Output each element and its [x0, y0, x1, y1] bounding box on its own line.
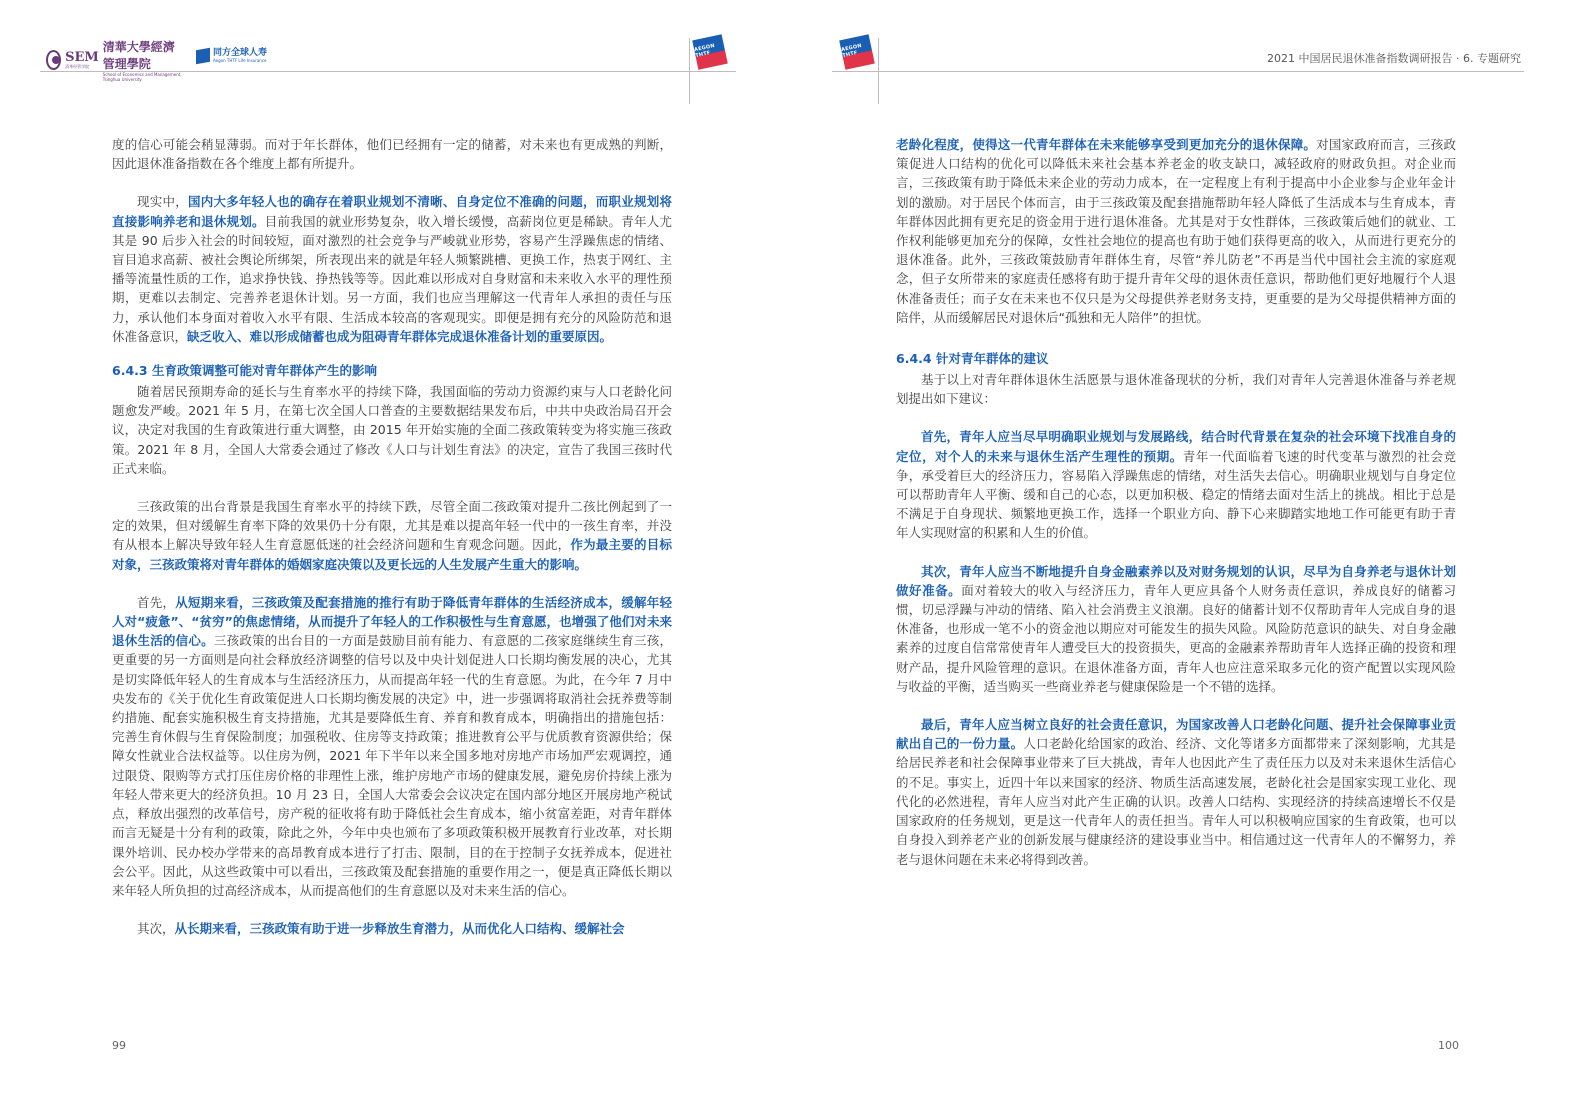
running-head: 2021 中国居民退休准备指数调研报告 · 6. 专题研究	[1267, 52, 1521, 65]
paragraph-left-4	[112, 497, 672, 574]
right-column	[896, 135, 1456, 869]
emphasis-text: 首先，青年人应当尽早明确职业规划与发展路线，结合时代背景在复杂的社会环境下找准自身的定位，对个人的未来与退休生活产生理性的预期。	[896, 429, 1456, 464]
page-number-left: 99	[112, 1039, 126, 1052]
sem-logo-text: SEM	[65, 49, 99, 65]
paragraph-left-6	[112, 919, 672, 938]
emphasis-text: 从短期来看，三孩政策及配套措施的推行有助于降低青年群体的生活经济成本，缓解年轻人对“疲惫”、“贫穷”的焦虑情绪，从而提升了年轻人的工作积极性与生育意愿，也增强了他们对未来退休生活的信心。	[112, 594, 672, 649]
paragraph-right-5	[896, 715, 1456, 869]
text: 首先，	[137, 594, 176, 610]
section-heading-643: 6.4.3 生育政策调整可能对青年群体产生的影响	[112, 363, 377, 379]
left-column	[112, 135, 672, 938]
aegon-thtf-logo	[196, 48, 267, 63]
emphasis-text: 最后，青年人应当树立良好的社会责任意识，为国家改善人口老龄化问题、提升社会保障事业贡献出自己的一份力量。	[896, 717, 1456, 752]
text: 对国家政府而言，三孩政策促进人口结构的优化可以降低未来社会基本养老金的收支缺口，减轻政府的财政负担。对企业而言，三孩政策有助于降低未来企业的劳动力成本，在一定程度上有利于提高中小企业参与企业年金计划的激励。对于居民个体而言，由于三孩政策及配套措施帮助年轻人降低了生活成本与生育成本，青年群体因此拥有更充足的资金用于进行退休准备。尤其是对于女性群体，三孩政策后她们的就业、工作权利能够更加充分的保障，女性社会地位的提高也有助于她们获得更高的收入，从而进行更充分的退休准备。此外，三孩政策鼓励青年群体生育，尽管“养儿防老”不再是当代中国社会主流的家庭观念，但子女所带来的家庭责任感将有助于提升青年父母的退休责任意识，帮助他们更好地履行个人退休准备责任；而子女在未来也不仅只是为父母提供养老财务支持，更重要的是为父母提供精神方面的陪伴，从而缓解居民对退休后“孤独和无人陪伴”的担忧。	[896, 137, 1456, 325]
text: 面对着较大的收入与经济压力，青年人更应具备个人财务责任意识，养成良好的储蓄习惯，切忌浮躁与冲动的情绪、陷入社会消费主义浪潮。良好的储蓄计划不仅帮助青年人完成自身的退休准备，也形成一笔不小的资金池以期应对可能发生的损失风险。风险防范意识的缺失、对自身金融素养的过度自信常常使青年人遭受巨大的投资损失，更高的金融素养帮助青年人选择正确的投资和理财产品，提升风险管理的意识。在退休准备方面，青年人也应注意采取多元化的资产配置以实现风险与收益的平衡，适当购买一些商业养老与健康保险是一个不错的选择。	[896, 582, 1456, 694]
header-rule-left	[40, 71, 736, 72]
flag-text-left: AEGON THTF	[693, 42, 716, 60]
sem-name-block	[103, 38, 186, 82]
aegon-mark-icon	[196, 47, 210, 63]
paragraph-left-3: 随着居民预期寿命的延长与生育率水平的持续下降，我国面临的劳动力资源约束与人口老龄化问题愈发严峻。2021 年 5 月，在第七次全国人口普查的主要数据结果发布后，中共中央政治局召开会议，决定对我国的生育政策进行重大调整，由 2015 年开始实施的全面二孩政策转变为将实施三孩政策。2021 年 8 月，全国人大常委会通过了修改《人口与计划生育法》的决定，宣告了我国三孩时代正式来临。	[112, 384, 672, 476]
flag-text-right: AEGON THTF	[840, 42, 863, 60]
header-vertical-rule-left	[689, 38, 690, 104]
emphasis-text: 缺乏收入、难以形成储蓄也成为阻碍青年群体完成退休准备计划的重要原因。	[187, 328, 613, 344]
emphasis-text: 从长期来看，三孩政策有助于进一步释放生育潜力，从而优化人口结构、缓解社会	[174, 921, 625, 937]
text: 人口老龄化给国家的政治、经济、文化等诸多方面都带来了深刻影响，尤其是给居民养老和社会保障事业带来了巨大挑战，青年人也因此产生了责任压力以及对未来退休生活信心的不足。事实上，近四十年以来国家的经济、物质生活高速发展，老龄化社会是国家实现工业化、现代化的必然进程，青年人应当对此产生正确的认识。改善人口结构、实现经济的持续高速增长不仅是国家政府的任务规划，更是这一代青年人的责任担当。青年人可以积极响应国家的生育政策，也可以自身投入到养老产业的创新发展与健康经济的建设事业当中。相信通过这一代青年人的不懈努力，养老与退休问题在未来必将得到改善。	[896, 736, 1456, 867]
tsinghua-sem-logo	[46, 40, 186, 82]
text: 现实中，	[137, 194, 188, 210]
header-vertical-rule-right	[878, 38, 879, 104]
aegon-logo-en: Aegon THTF Life Insurance	[213, 58, 267, 63]
sem-logo-en: School of Economics and Management, Tsinghua University	[102, 72, 182, 82]
emphasis-text: 老龄化程度，使得这一代青年群体在未来能够享受到更加充分的退休保障。	[896, 137, 1317, 152]
text: 目前我国的就业形势复杂，收入增长缓慢，高薪岗位更是稀缺。青年人尤其是 90 后步入社会的时间较短，面对激烈的社会竞争与严峻就业形势，容易产生浮躁焦虑的情绪、盲目追求高薪、被社会舆论所绑架，所表现出来的就是年轻人频繁跳槽、更换工作，热衷于网红、主播等流量性质的工作，追求挣快钱、挣热钱等等。因此难以形成对自身财富和未来收入水平的理性预期，更难以去制定、完善养老退休计划。另一方面，我们也应当理解这一代青年人承担的责任与压力，承认他们本身面对着收入水平有限、生活成本较高的客观现实。即便是拥有充分的风险防范和退休准备意识，	[112, 213, 672, 344]
header-rule-right	[832, 71, 1524, 72]
text: 其次，	[137, 921, 175, 937]
emphasis-text: 其次，青年人应当不断地提升自身金融素养以及对财务规划的认识，尽早为自身养老与退休计划做好准备。	[896, 563, 1456, 598]
aegon-flag-icon-right	[839, 34, 875, 70]
paragraph-right-3	[896, 427, 1456, 542]
paragraph-left-2	[112, 192, 672, 346]
paragraph-left-1: 度的信心可能会稍显薄弱。而对于年长群体，他们已经拥有一定的储蓄，对未来也有更成熟的判断，因此退休准备指数在各个维度上都有所提升。	[112, 137, 672, 172]
emphasis-text: 国内大多年轻人也的确存在着职业规划不清晰、自身定位不准确的问题，而职业规划将直接影响养老和退休规划。	[112, 194, 672, 229]
text: 三孩政策的出台目的一方面是鼓励目前有能力、有意愿的二孩家庭继续生育三孩，更重要的另一方面则是向社会释放经济调整的信号以及中央计划促进人口长期均衡发展的决心，尤其是切实降低年轻人的生育成本与生活经济压力，从而提高年轻一代的生育意愿。为此，在今年 7 月中央发布的《关于优化生育政策促进人口长期均衡发展的决定》中，进一步强调将取消社会抚养费等制约措施、配套实施积极生育支持措施，尤其是要降低生育、养育和教育成本，明确指出的措施包括：完善生育休假与生育保险制度；加强税收、住房等支持政策；推进教育公平与优质教育资源供给；保障女性就业合法权益等。以住房为例，2021 年下半年以来全国多地对房地产市场加严宏观调控，通过限贷、限购等方式打压住房价格的非理性上涨，维护房地产市场的健康发展，避免房价持续上涨为年轻人带来更大的经济负担。10 月 23 日，全国人大常委会会议决定在国内部分地区开展房地产税试点，释放出强烈的改革信号，房产税的征收将有助于降低社会生育成本，缩小贫富差距，对青年群体而言无疑是十分有利的政策，除此之外，今年中央也颁布了多项政策积极开展教育行业改革，对长期课外培训、民办校办学带来的高昂教育成本进行了打击、限制，目的在于控制子女抚养成本，促进社会公平。因此，从这些政策中可以看出，三孩政策及配套措施的重要作用之一，便是真正降低长期以来年轻人所负担的过高经济成本，从而提高他们的生育意愿以及对未来生活的信心。	[112, 633, 672, 898]
aegon-text-block	[213, 48, 267, 63]
paragraph-right-1	[896, 135, 1456, 327]
aegon-logo-cn: 同方全球人寿	[213, 48, 268, 58]
sem-logo-sub: 清华经管学院	[65, 63, 90, 69]
paragraph-right-2: 基于以上对青年群体退休生活愿景与退休准备现状的分析，我们对青年人完善退休准备与养老规划提出如下建议：	[896, 372, 1456, 407]
aegon-flag-icon-left	[692, 34, 728, 70]
paragraph-right-4	[896, 562, 1456, 696]
tsinghua-seal-icon	[46, 50, 61, 70]
paragraph-left-5	[112, 593, 672, 900]
sem-logo-cn: 清華大學經濟管理學院	[102, 40, 175, 71]
sem-logo-text-block	[65, 49, 99, 69]
page-number-right: 100	[1438, 1039, 1459, 1052]
section-heading-644: 6.4.4 针对青年群体的建议	[896, 351, 1049, 367]
text: 三孩政策的出台背景是我国生育率水平的持续下跌，尽管全面二孩政策对提升二孩比例起到了一定的效果，但对缓解生育率下降的效果仍十分有限，尤其是难以提高年轻一代中的一孩生育率，并没有从根本上解决导致年轻人生育意愿低迷的社会经济问题和生育观念问题。因此，	[112, 499, 672, 553]
emphasis-text: 作为最主要的目标对象，三孩政策将对青年群体的婚姻家庭决策以及更长远的人生发展产生重大的影响。	[112, 537, 672, 572]
text: 青年一代面临着飞速的时代变革与激烈的社会竞争，承受着巨大的经济压力，容易陷入浮躁焦虑的情绪，对生活失去信心。明确职业规划与自身定位可以帮助青年人平衡、缓和自己的心态，以更加积极、稳定的情绪去面对生活上的挑战。相比于总是不满足于自身现状、频繁地更换工作，选择一个职业方向、静下心来脚踏实地地工作可能更有助于青年人实现财富的积累和人生的价值。	[896, 448, 1456, 541]
